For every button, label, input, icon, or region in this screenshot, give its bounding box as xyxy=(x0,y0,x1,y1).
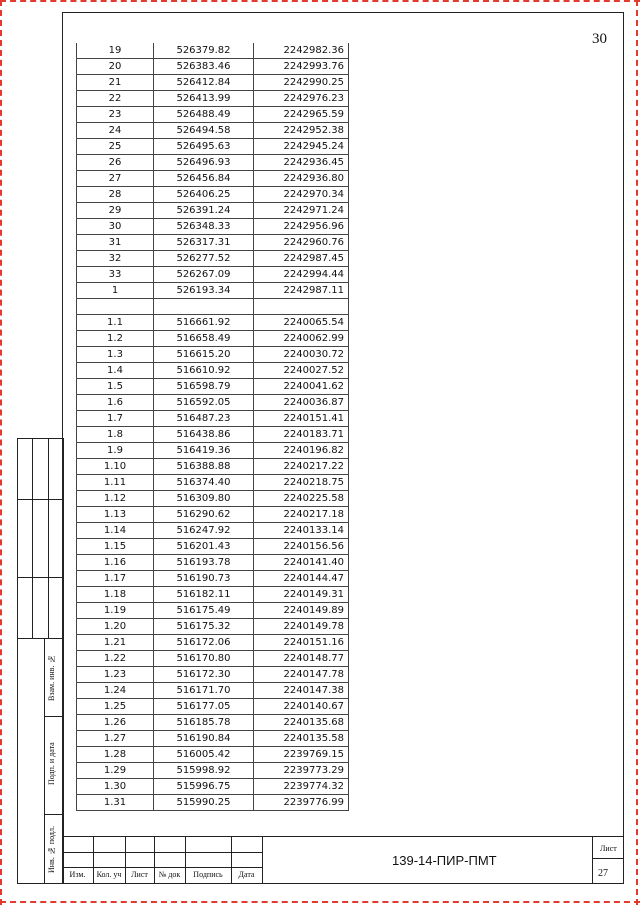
table-row xyxy=(77,139,349,155)
point-number-cell: 1.3 xyxy=(77,347,154,363)
x-coordinate-cell: 516005.42 xyxy=(154,747,254,763)
table-spacer-row xyxy=(77,299,349,315)
y-coordinate-cell: 2240149.31 xyxy=(254,587,349,603)
point-number-cell: 1.28 xyxy=(77,747,154,763)
x-coordinate-cell: 516247.92 xyxy=(154,523,254,539)
point-number-cell: 1.23 xyxy=(77,667,154,683)
title-label-data: Дата xyxy=(238,870,255,879)
y-coordinate-cell: 2240036.87 xyxy=(254,395,349,411)
y-coordinate-cell: 2240149.78 xyxy=(254,619,349,635)
y-coordinate-cell: 2242982.36 xyxy=(254,43,349,59)
point-number-cell: 27 xyxy=(77,171,154,187)
document-code: 139-14-ПИР-ПМТ xyxy=(392,853,497,868)
table-row xyxy=(77,283,349,299)
y-coordinate-cell: 2239776.99 xyxy=(254,795,349,811)
x-coordinate-cell: 526317.31 xyxy=(154,235,254,251)
point-number-cell: 1.6 xyxy=(77,395,154,411)
y-coordinate-cell: 2240041.62 xyxy=(254,379,349,395)
x-coordinate-cell: 526406.25 xyxy=(154,187,254,203)
point-number-cell: 1.4 xyxy=(77,363,154,379)
point-number-cell: 24 xyxy=(77,123,154,139)
side-cell xyxy=(32,577,49,639)
x-coordinate-cell: 526496.93 xyxy=(154,155,254,171)
coordinates-table xyxy=(76,43,349,811)
x-coordinate-cell: 515996.75 xyxy=(154,779,254,795)
table-row xyxy=(77,91,349,107)
x-coordinate-cell: 516598.79 xyxy=(154,379,254,395)
y-coordinate-cell: 2239774.32 xyxy=(254,779,349,795)
point-number-cell: 1.12 xyxy=(77,491,154,507)
x-coordinate-cell: 526494.58 xyxy=(154,123,254,139)
table-row xyxy=(77,171,349,187)
table-row xyxy=(77,731,349,747)
cut-line-top xyxy=(0,0,640,2)
point-number-cell: 22 xyxy=(77,91,154,107)
y-coordinate-cell: 2242987.45 xyxy=(254,251,349,267)
cut-line-bottom xyxy=(0,901,640,903)
y-coordinate-cell: 2240147.38 xyxy=(254,683,349,699)
x-coordinate-cell: 516592.05 xyxy=(154,395,254,411)
y-coordinate-cell: 2240225.58 xyxy=(254,491,349,507)
point-number-cell: 33 xyxy=(77,267,154,283)
point-number-cell: 1.21 xyxy=(77,635,154,651)
point-number-cell: 1.7 xyxy=(77,411,154,427)
table-row xyxy=(77,123,349,139)
title-label-podpis: Подпись xyxy=(193,870,223,879)
table-row xyxy=(77,251,349,267)
y-coordinate-cell: 2240149.89 xyxy=(254,603,349,619)
point-number-cell: 1.31 xyxy=(77,795,154,811)
y-coordinate-cell: 2242987.11 xyxy=(254,283,349,299)
point-number-cell: 23 xyxy=(77,107,154,123)
table-row xyxy=(77,315,349,331)
y-coordinate-cell: 2242965.59 xyxy=(254,107,349,123)
table-row xyxy=(77,59,349,75)
x-coordinate-cell: 516661.92 xyxy=(154,315,254,331)
podp-label: Подп. и дата xyxy=(47,742,56,786)
page-number: 30 xyxy=(592,31,607,47)
table-row xyxy=(77,219,349,235)
x-coordinate-cell: 516290.62 xyxy=(154,507,254,523)
title-label-ndok: № док xyxy=(158,870,181,879)
point-number-cell: 26 xyxy=(77,155,154,171)
x-coordinate-cell: 516438.86 xyxy=(154,427,254,443)
y-coordinate-cell: 2240030.72 xyxy=(254,347,349,363)
y-coordinate-cell: 2240151.41 xyxy=(254,411,349,427)
inv-label: Инв. № подл. xyxy=(47,826,56,874)
point-number-cell: 1.19 xyxy=(77,603,154,619)
x-coordinate-cell: 526277.52 xyxy=(154,251,254,267)
y-coordinate-cell: 2239773.29 xyxy=(254,763,349,779)
table-row xyxy=(77,107,349,123)
x-coordinate-cell: 516171.70 xyxy=(154,683,254,699)
table-row xyxy=(77,475,349,491)
y-coordinate-cell: 2240065.54 xyxy=(254,315,349,331)
point-number-cell: 1.17 xyxy=(77,571,154,587)
x-coordinate-cell: 516175.49 xyxy=(154,603,254,619)
table-row xyxy=(77,523,349,539)
x-coordinate-cell: 526193.34 xyxy=(154,283,254,299)
x-coordinate-cell: 526413.99 xyxy=(154,91,254,107)
table-row xyxy=(77,363,349,379)
y-coordinate-cell: 2240135.58 xyxy=(254,731,349,747)
point-number-cell: 1.14 xyxy=(77,523,154,539)
table-row xyxy=(77,635,349,651)
table-row xyxy=(77,75,349,91)
side-cell xyxy=(48,438,64,500)
x-coordinate-cell: 515998.92 xyxy=(154,763,254,779)
point-number-cell: 1.27 xyxy=(77,731,154,747)
point-number-cell: 20 xyxy=(77,59,154,75)
y-coordinate-cell: 2240218.75 xyxy=(254,475,349,491)
y-coordinate-cell: 2240133.14 xyxy=(254,523,349,539)
x-coordinate-cell: 516190.84 xyxy=(154,731,254,747)
x-coordinate-cell: 526267.09 xyxy=(154,267,254,283)
point-number-cell: 1.26 xyxy=(77,715,154,731)
point-number-cell: 1.1 xyxy=(77,315,154,331)
side-cell xyxy=(32,499,49,578)
point-number-cell: 1.13 xyxy=(77,507,154,523)
table-row xyxy=(77,411,349,427)
x-coordinate-cell: 526348.33 xyxy=(154,219,254,235)
x-coordinate-cell: 516201.43 xyxy=(154,539,254,555)
side-cell xyxy=(17,638,45,884)
table-row xyxy=(77,667,349,683)
y-coordinate-cell: 2240135.68 xyxy=(254,715,349,731)
x-coordinate-cell: 516487.23 xyxy=(154,411,254,427)
y-coordinate-cell xyxy=(254,299,349,315)
y-coordinate-cell: 2240196.82 xyxy=(254,443,349,459)
x-coordinate-cell: 516175.32 xyxy=(154,619,254,635)
y-coordinate-cell: 2242936.80 xyxy=(254,171,349,187)
y-coordinate-cell: 2240183.71 xyxy=(254,427,349,443)
y-coordinate-cell: 2242945.24 xyxy=(254,139,349,155)
table-row xyxy=(77,395,349,411)
table-row xyxy=(77,619,349,635)
point-number-cell: 1.25 xyxy=(77,699,154,715)
x-coordinate-cell: 526383.46 xyxy=(154,59,254,75)
point-number-cell: 1.18 xyxy=(77,587,154,603)
table-row xyxy=(77,443,349,459)
x-coordinate-cell: 516190.73 xyxy=(154,571,254,587)
y-coordinate-cell: 2240062.99 xyxy=(254,331,349,347)
table-row xyxy=(77,491,349,507)
side-stamp xyxy=(17,438,64,884)
sheet-label: Лист xyxy=(600,844,617,853)
cut-line-left xyxy=(0,0,2,905)
table-row xyxy=(77,187,349,203)
y-coordinate-cell: 2240217.22 xyxy=(254,459,349,475)
table-row xyxy=(77,459,349,475)
table-row xyxy=(77,347,349,363)
x-coordinate-cell: 516388.88 xyxy=(154,459,254,475)
table-row xyxy=(77,603,349,619)
table-row xyxy=(77,571,349,587)
vzam-label: Взам. инв. № xyxy=(47,654,56,702)
x-coordinate-cell: 516309.80 xyxy=(154,491,254,507)
x-coordinate-cell: 526456.84 xyxy=(154,171,254,187)
y-coordinate-cell: 2240140.67 xyxy=(254,699,349,715)
table-row xyxy=(77,379,349,395)
point-number-cell: 1.5 xyxy=(77,379,154,395)
table-row xyxy=(77,779,349,795)
point-number-cell: 1 xyxy=(77,283,154,299)
point-number-cell: 32 xyxy=(77,251,154,267)
table-row xyxy=(77,651,349,667)
title-label-kol: Кол. уч xyxy=(96,870,122,879)
point-number-cell: 1.10 xyxy=(77,459,154,475)
point-number-cell: 28 xyxy=(77,187,154,203)
x-coordinate-cell xyxy=(154,299,254,315)
table-row xyxy=(77,267,349,283)
x-coordinate-cell: 516658.49 xyxy=(154,331,254,347)
point-number-cell: 1.29 xyxy=(77,763,154,779)
point-number-cell: 25 xyxy=(77,139,154,155)
point-number-cell xyxy=(77,299,154,315)
y-coordinate-cell: 2240151.16 xyxy=(254,635,349,651)
point-number-cell: 1.16 xyxy=(77,555,154,571)
y-coordinate-cell: 2242976.23 xyxy=(254,91,349,107)
title-block xyxy=(62,836,624,884)
table-row xyxy=(77,427,349,443)
y-coordinate-cell: 2242994.44 xyxy=(254,267,349,283)
point-number-cell: 1.2 xyxy=(77,331,154,347)
y-coordinate-cell: 2240156.56 xyxy=(254,539,349,555)
x-coordinate-cell: 516185.78 xyxy=(154,715,254,731)
table-row xyxy=(77,203,349,219)
x-coordinate-cell: 526379.82 xyxy=(154,43,254,59)
table-row xyxy=(77,235,349,251)
table-row xyxy=(77,331,349,347)
x-coordinate-cell: 526412.84 xyxy=(154,75,254,91)
y-coordinate-cell: 2240148.77 xyxy=(254,651,349,667)
table-row xyxy=(77,763,349,779)
y-coordinate-cell: 2240147.78 xyxy=(254,667,349,683)
point-number-cell: 1.30 xyxy=(77,779,154,795)
x-coordinate-cell: 516172.06 xyxy=(154,635,254,651)
side-cell xyxy=(48,577,64,639)
y-coordinate-cell: 2239769.15 xyxy=(254,747,349,763)
point-number-cell: 31 xyxy=(77,235,154,251)
side-cell xyxy=(32,438,49,500)
table-row xyxy=(77,795,349,811)
point-number-cell: 1.8 xyxy=(77,427,154,443)
x-coordinate-cell: 516419.36 xyxy=(154,443,254,459)
x-coordinate-cell: 516177.05 xyxy=(154,699,254,715)
x-coordinate-cell: 516182.11 xyxy=(154,587,254,603)
y-coordinate-cell: 2240217.18 xyxy=(254,507,349,523)
y-coordinate-cell: 2240027.52 xyxy=(254,363,349,379)
y-coordinate-cell: 2242971.24 xyxy=(254,203,349,219)
point-number-cell: 1.20 xyxy=(77,619,154,635)
title-label-izm: Изм. xyxy=(69,870,86,879)
x-coordinate-cell: 526495.63 xyxy=(154,139,254,155)
point-number-cell: 1.15 xyxy=(77,539,154,555)
point-number-cell: 1.24 xyxy=(77,683,154,699)
y-coordinate-cell: 2242970.34 xyxy=(254,187,349,203)
y-coordinate-cell: 2240141.40 xyxy=(254,555,349,571)
sheet-number: 27 xyxy=(598,868,608,879)
x-coordinate-cell: 526488.49 xyxy=(154,107,254,123)
table-row xyxy=(77,43,349,59)
table-row xyxy=(77,715,349,731)
x-coordinate-cell: 516172.30 xyxy=(154,667,254,683)
x-coordinate-cell: 516170.80 xyxy=(154,651,254,667)
point-number-cell: 19 xyxy=(77,43,154,59)
y-coordinate-cell: 2240144.47 xyxy=(254,571,349,587)
y-coordinate-cell: 2242956.96 xyxy=(254,219,349,235)
y-coordinate-cell: 2242993.76 xyxy=(254,59,349,75)
y-coordinate-cell: 2242990.25 xyxy=(254,75,349,91)
table-row xyxy=(77,507,349,523)
x-coordinate-cell: 515990.25 xyxy=(154,795,254,811)
title-label-list: Лист xyxy=(131,870,148,879)
table-row xyxy=(77,555,349,571)
side-cell xyxy=(17,499,33,578)
side-cell xyxy=(17,577,33,639)
y-coordinate-cell: 2242936.45 xyxy=(254,155,349,171)
point-number-cell: 21 xyxy=(77,75,154,91)
point-number-cell: 1.22 xyxy=(77,651,154,667)
point-number-cell: 30 xyxy=(77,219,154,235)
table-row xyxy=(77,683,349,699)
table-row xyxy=(77,699,349,715)
x-coordinate-cell: 516610.92 xyxy=(154,363,254,379)
table-row xyxy=(77,587,349,603)
table-row xyxy=(77,539,349,555)
point-number-cell: 1.11 xyxy=(77,475,154,491)
cut-line-right xyxy=(636,0,638,905)
y-coordinate-cell: 2242952.38 xyxy=(254,123,349,139)
x-coordinate-cell: 516615.20 xyxy=(154,347,254,363)
table-row xyxy=(77,747,349,763)
point-number-cell: 29 xyxy=(77,203,154,219)
x-coordinate-cell: 526391.24 xyxy=(154,203,254,219)
side-cell xyxy=(48,499,64,578)
x-coordinate-cell: 516374.40 xyxy=(154,475,254,491)
y-coordinate-cell: 2242960.76 xyxy=(254,235,349,251)
table-row xyxy=(77,155,349,171)
side-cell xyxy=(17,438,33,500)
x-coordinate-cell: 516193.78 xyxy=(154,555,254,571)
point-number-cell: 1.9 xyxy=(77,443,154,459)
